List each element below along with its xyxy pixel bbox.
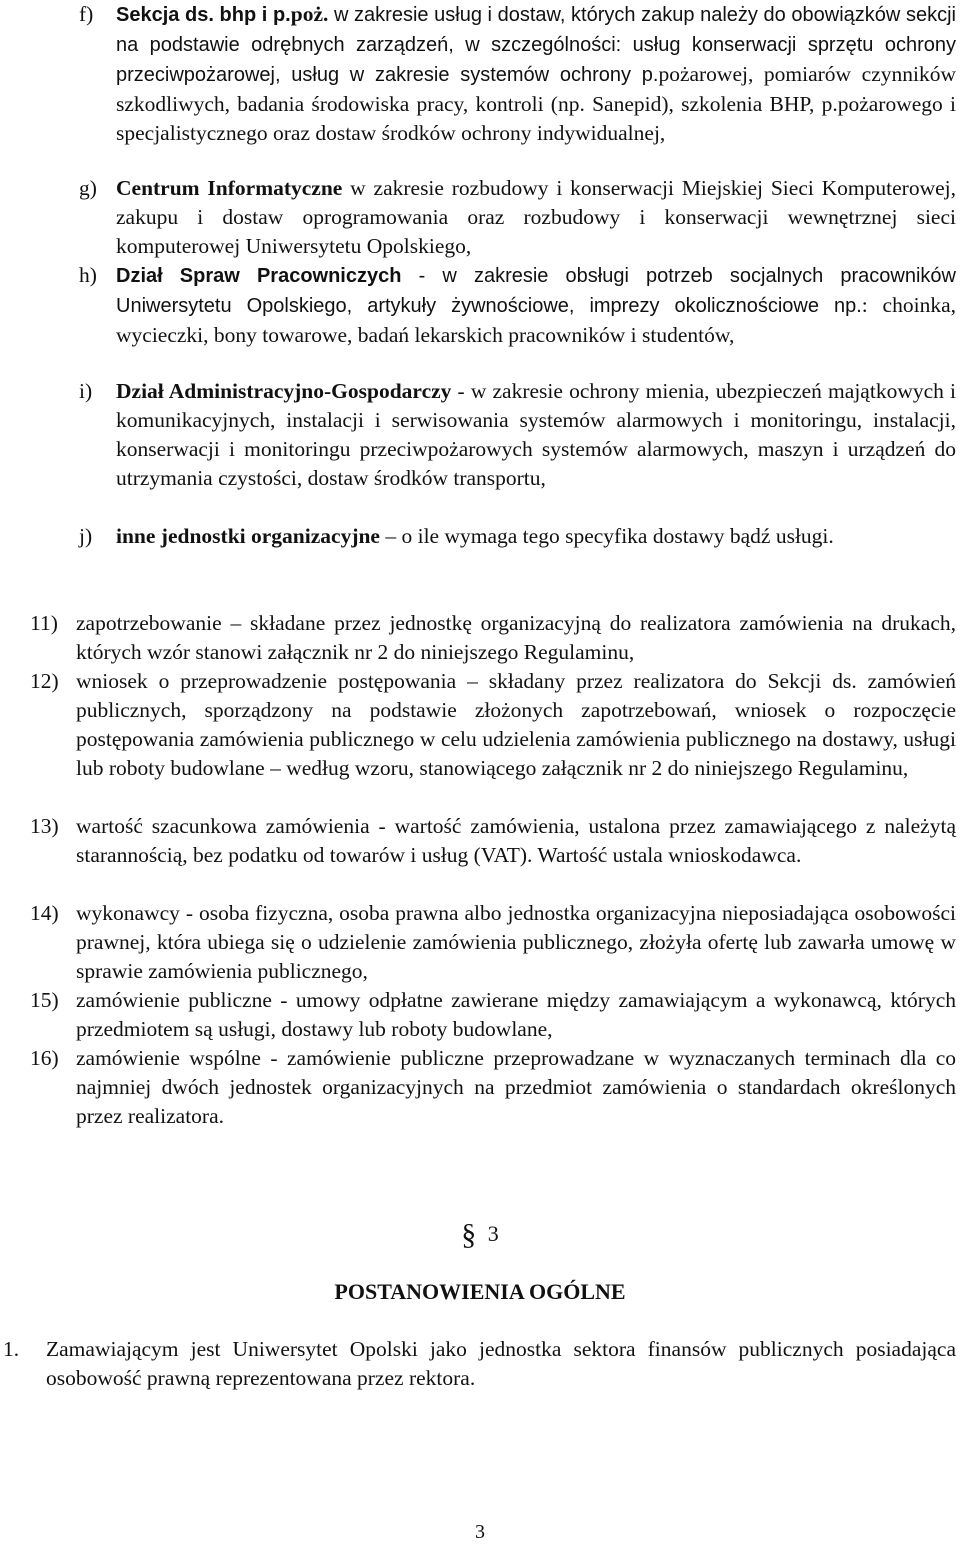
provision-text: Zamawiającym jest Uniwersytet Opolski jako jednostka sektora finansów publicznych posiadająca osobowość prawną reprezentowana przez rektora. <box>46 1337 956 1390</box>
list-item-text <box>116 261 956 350</box>
unit-description: w zakresie rozbudowy i konserwacji Miejskiej Sieci Komputerowej, zakupu i dostaw oprogramowania oraz rozbudowy i konserwacji wewnętrznej sieci komputerowej Uniwersytetu Opolskiego, <box>116 176 957 258</box>
list-label: i) <box>79 379 93 403</box>
unit-description-cont: pożarowej, pomiarów czynników szkodliwych, badania środowiska pracy, kontroli (np. Sanepid), szkolenia BHP, p. <box>116 62 956 116</box>
definition-label: 16) <box>30 1046 59 1070</box>
list-item-text <box>116 522 956 551</box>
section-title: POSTANOWIENIA OGÓLNE <box>334 1279 626 1304</box>
unit-description-cont: : choinka, wycieczki, bony towarowe, badań lekarskich pracowników i studentów, <box>116 293 956 347</box>
unit-description: – o ile wymaga tego specyfika dostawy bądź usługi. <box>379 524 834 548</box>
definition-label: 13) <box>30 814 59 838</box>
definition-label: 14) <box>30 901 59 925</box>
unit-name: inne jednostki organizacyjne <box>116 524 380 548</box>
unit-description: - w zakresie obsługi potrzeb socjalnych pracowników Uniwersytetu Opolskiego, artykuły żywnościowe, imprezy okolicznościowe np. <box>116 265 956 317</box>
section-number: 3 <box>487 1221 499 1246</box>
list-item-text <box>116 174 956 261</box>
list-label: f) <box>79 2 94 26</box>
unit-name: Centrum Informatyczne <box>116 176 343 200</box>
unit-description-end: pożarowego i specjalistycznego oraz dostaw środków ochrony indywidualnej, <box>116 92 956 145</box>
list-label: h) <box>79 263 97 287</box>
list-item-text <box>116 377 956 493</box>
list-item-text <box>116 0 956 148</box>
definition-label: 11) <box>30 611 58 635</box>
page-number: 3 <box>475 1521 485 1543</box>
definition-text: zamówienie publiczne - umowy odpłatne zawierane między zamawiającym a wykonawcą, których przedmiotem są usługi, dostawy lub roboty budowlane, <box>76 988 956 1041</box>
definition-text: wniosek o przeprowadzenie postępowania – składany przez realizatora do Sekcji ds. zamówień publicznych, sporządzony na podstawie złożonych zapotrzebowań, wniosek o rozpoczęcie postępowania zamówienia publicznego w celu udzielenia zamówienia publicznego na dostawy, usługi lub roboty budowlane – według wzoru, stanowiącego załącznik nr 2 do niniejszego Regulaminu, <box>76 669 956 780</box>
definition-text: wartość szacunkowa zamówienia - wartość zamówienia, ustalona przez zamawiającego z należytą starannością, bez podatku od towarów i usług (VAT). Wartość ustala wnioskodawca. <box>76 814 956 867</box>
unit-name: Sekcja ds. bhp i p.poż. <box>116 2 329 26</box>
unit-description: - w zakresie ochrony mienia, ubezpieczeń majątkowych i komunikacyjnych, instalacji i serwisowania systemów alarmowych i monitoringu, instalacji, konserwacji i monitoringu przeciwpożarowych systemów alarmowych, maszyn i urządzeń do utrzymania czystości, dostaw środków transportu, <box>116 379 956 490</box>
definition-text: wykonawcy - osoba fizyczna, osoba prawna albo jednostka organizacyjna nieposiadająca osobowości prawnej, która ubiega się o udzielenie zamówienia publicznego, złożyła ofertę lub zawarła umowę w sprawie zamówienia publicznego, <box>76 901 956 983</box>
definition-text: zapotrzebowanie – składane przez jednostkę organizacyjną do realizatora zamówienia na drukach, których wzór stanowi załącznik nr 2 do niniejszego Regulaminu, <box>76 611 956 664</box>
list-label: g) <box>79 176 97 200</box>
definition-label: 12) <box>30 669 59 693</box>
provision-label: 1. <box>3 1337 20 1361</box>
section-heading <box>0 1219 960 1249</box>
unit-name: Dział Administracyjno-Gospodarczy <box>116 379 452 403</box>
unit-name: Dział Spraw Pracowniczych <box>116 265 402 287</box>
definition-text: zamówienie wspólne - zamówienie publiczne przeprowadzane w wyznaczanych terminach dla co najmniej dwóch jednostek organizacyjnych na przedmiot zamówienia o standardach określonych przez realizatora. <box>76 1046 956 1128</box>
definition-label: 15) <box>30 988 59 1012</box>
unit-description: w zakresie usług i dostaw, których zakup należy do obowiązków sekcji na podstawie odrębnych zarządzeń, w szczególności: usług konserwacji sprzętu ochrony przeciwpożarowej, usług w zakresie systemów ochrony p. <box>116 4 956 86</box>
list-label: j) <box>79 524 93 548</box>
section-symbol: § <box>461 1218 477 1251</box>
